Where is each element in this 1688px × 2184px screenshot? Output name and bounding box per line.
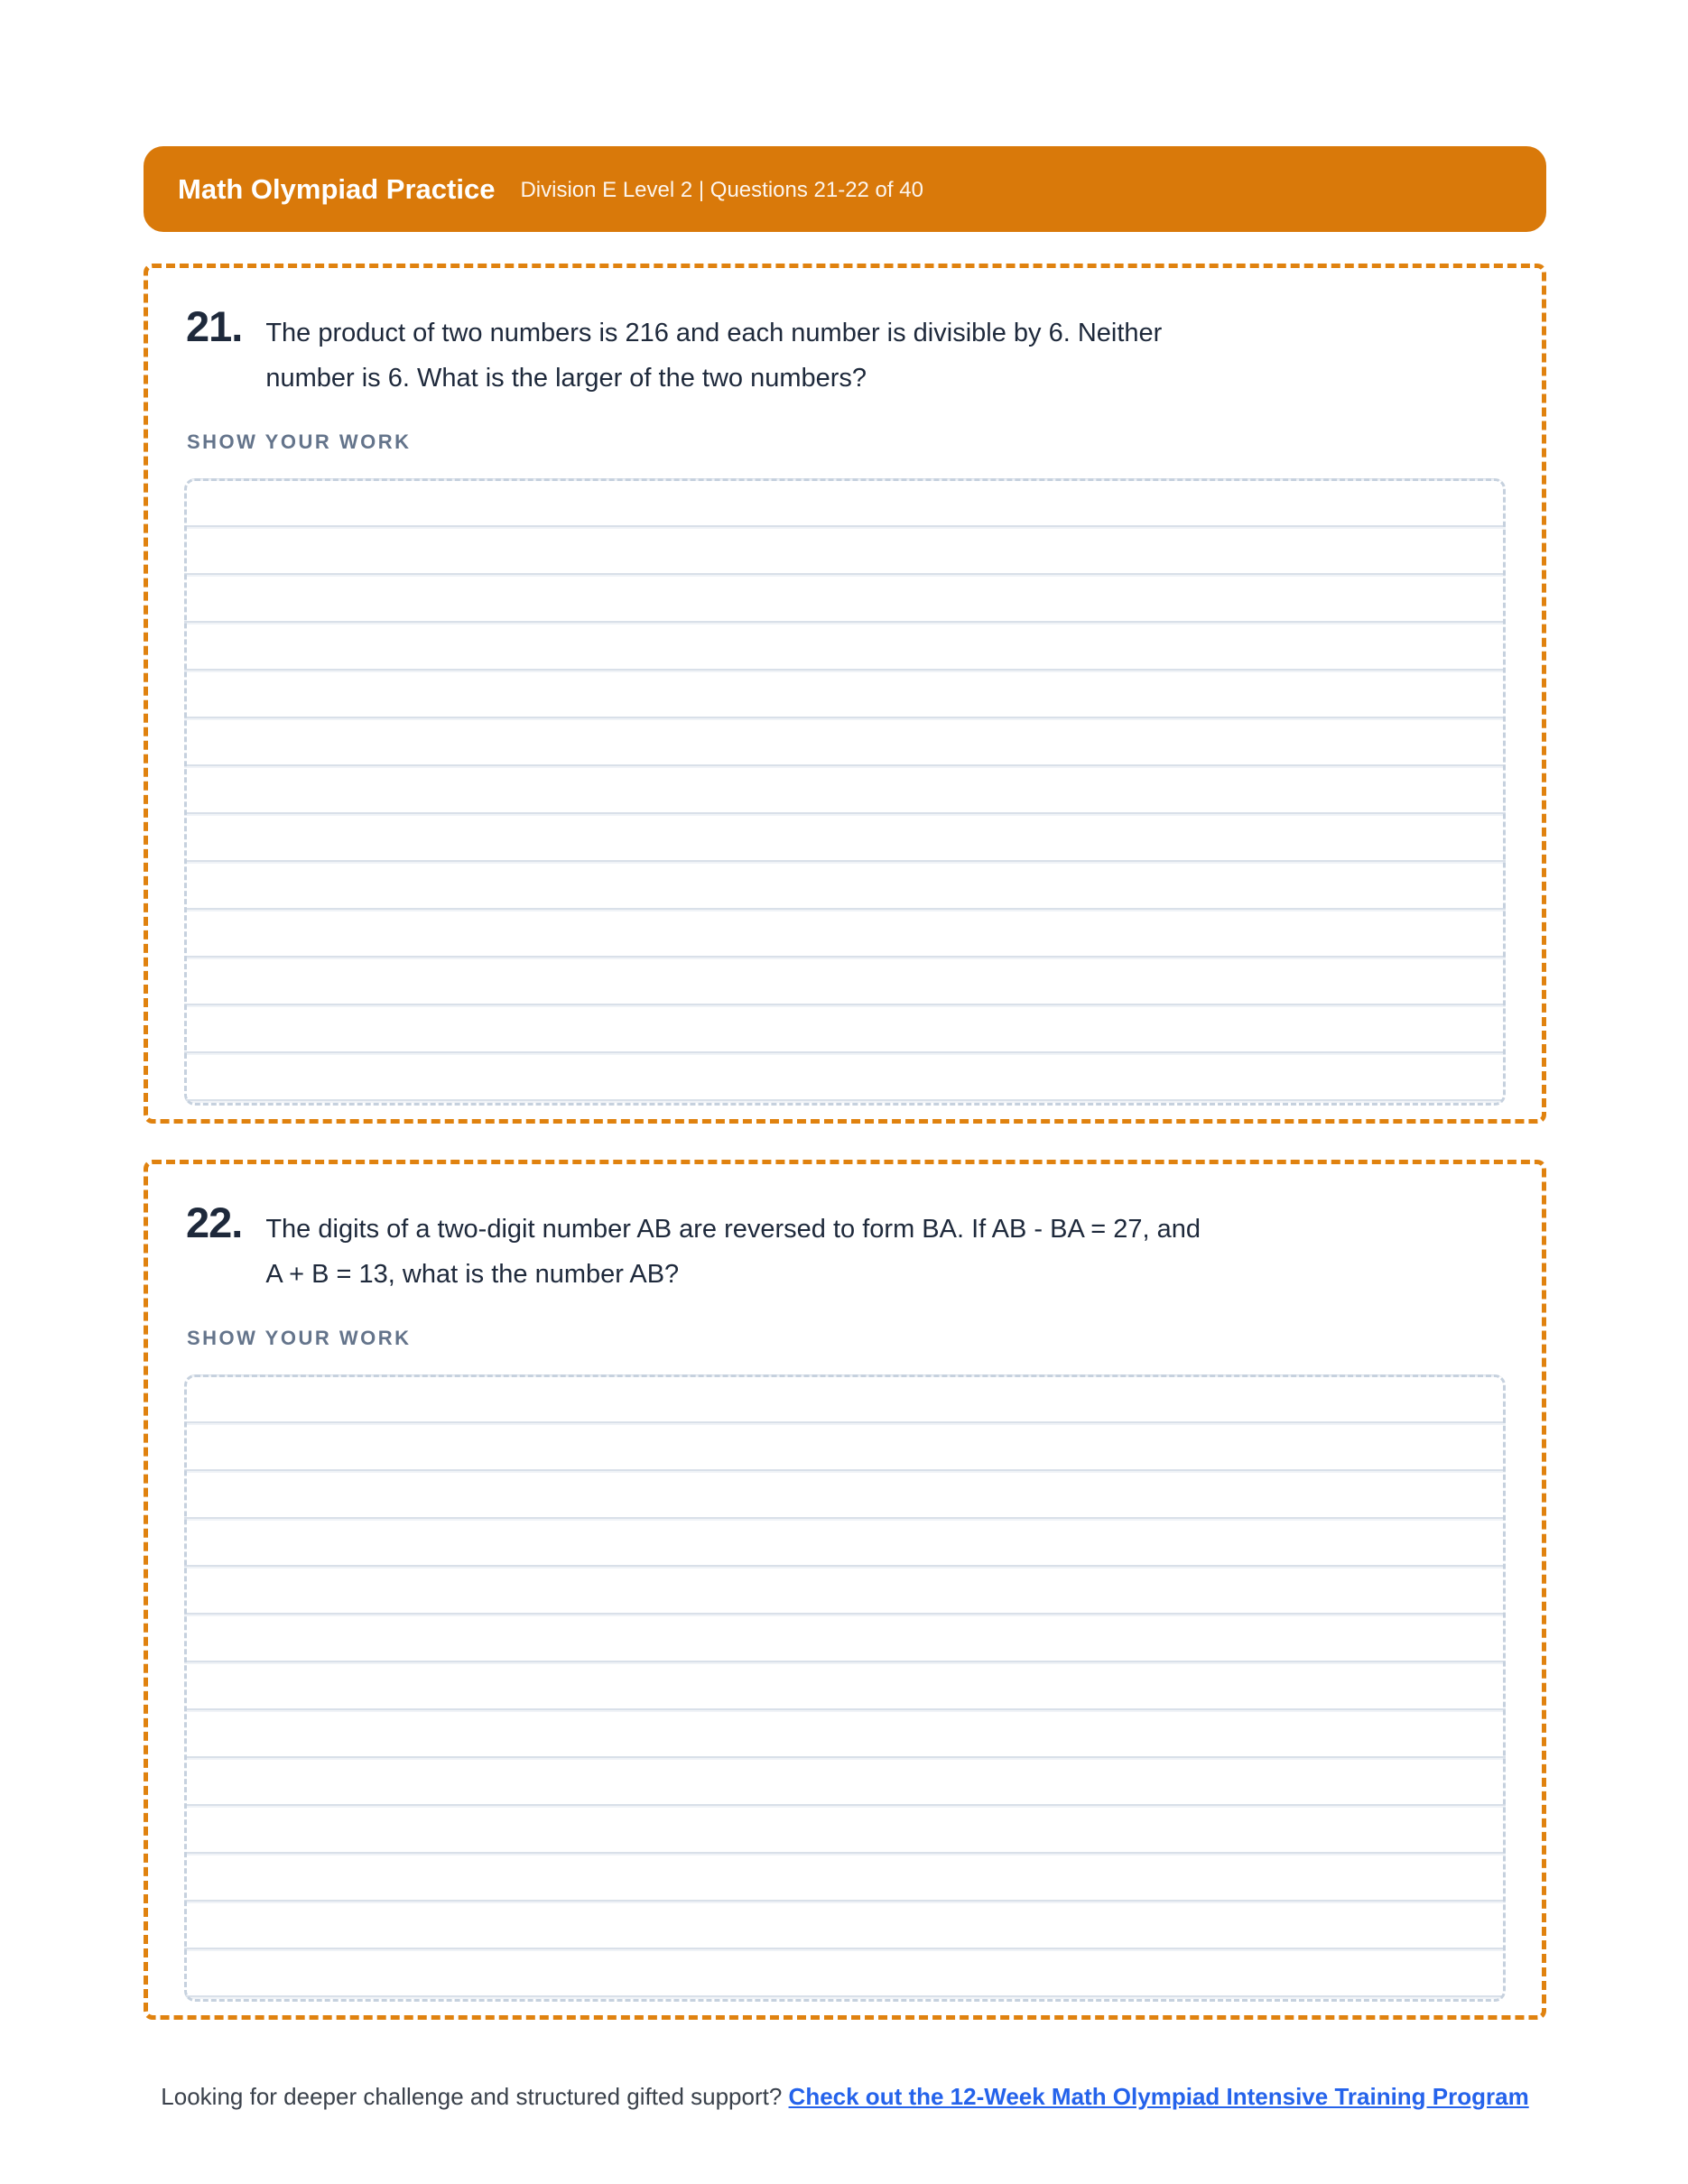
training-program-link[interactable]: Check out the 12-Week Math Olympiad Intensive Training Program	[788, 2083, 1529, 2110]
question-row	[186, 304, 1506, 430]
question-text-line: The digits of a two-digit number AB are reversed to form BA. If AB - BA = 27, and	[265, 1215, 1201, 1244]
show-your-work-label: SHOW YOUR WORK	[187, 1327, 412, 1349]
footer-text: Looking for deeper challenge and structured gifted support?	[161, 2083, 789, 2110]
question-row	[186, 1200, 1506, 1327]
app-title: Math Olympiad Practice	[178, 172, 496, 205]
header-bar	[144, 146, 1546, 232]
question-number: 21.	[186, 302, 243, 350]
question-text-line: The product of two numbers is 216 and each number is divisible by 6. Neither	[265, 319, 1163, 347]
work-area-22[interactable]	[184, 1374, 1506, 2002]
header-subtitle: Division E Level 2 | Questions 21-22 of 40	[520, 177, 923, 202]
question-text-line: number is 6. What is the larger of the two numbers?	[265, 364, 867, 393]
show-your-work-label: SHOW YOUR WORK	[187, 430, 412, 453]
question-panel-22	[144, 1160, 1546, 2020]
question-text-line: A + B = 13, what is the number AB?	[265, 1260, 680, 1289]
question-text	[265, 1200, 1201, 1297]
question-number: 22.	[186, 1198, 243, 1246]
work-area-21[interactable]	[184, 478, 1506, 1106]
question-text	[265, 304, 1162, 401]
footer	[144, 2079, 1546, 2114]
question-panel-21	[144, 264, 1546, 1124]
